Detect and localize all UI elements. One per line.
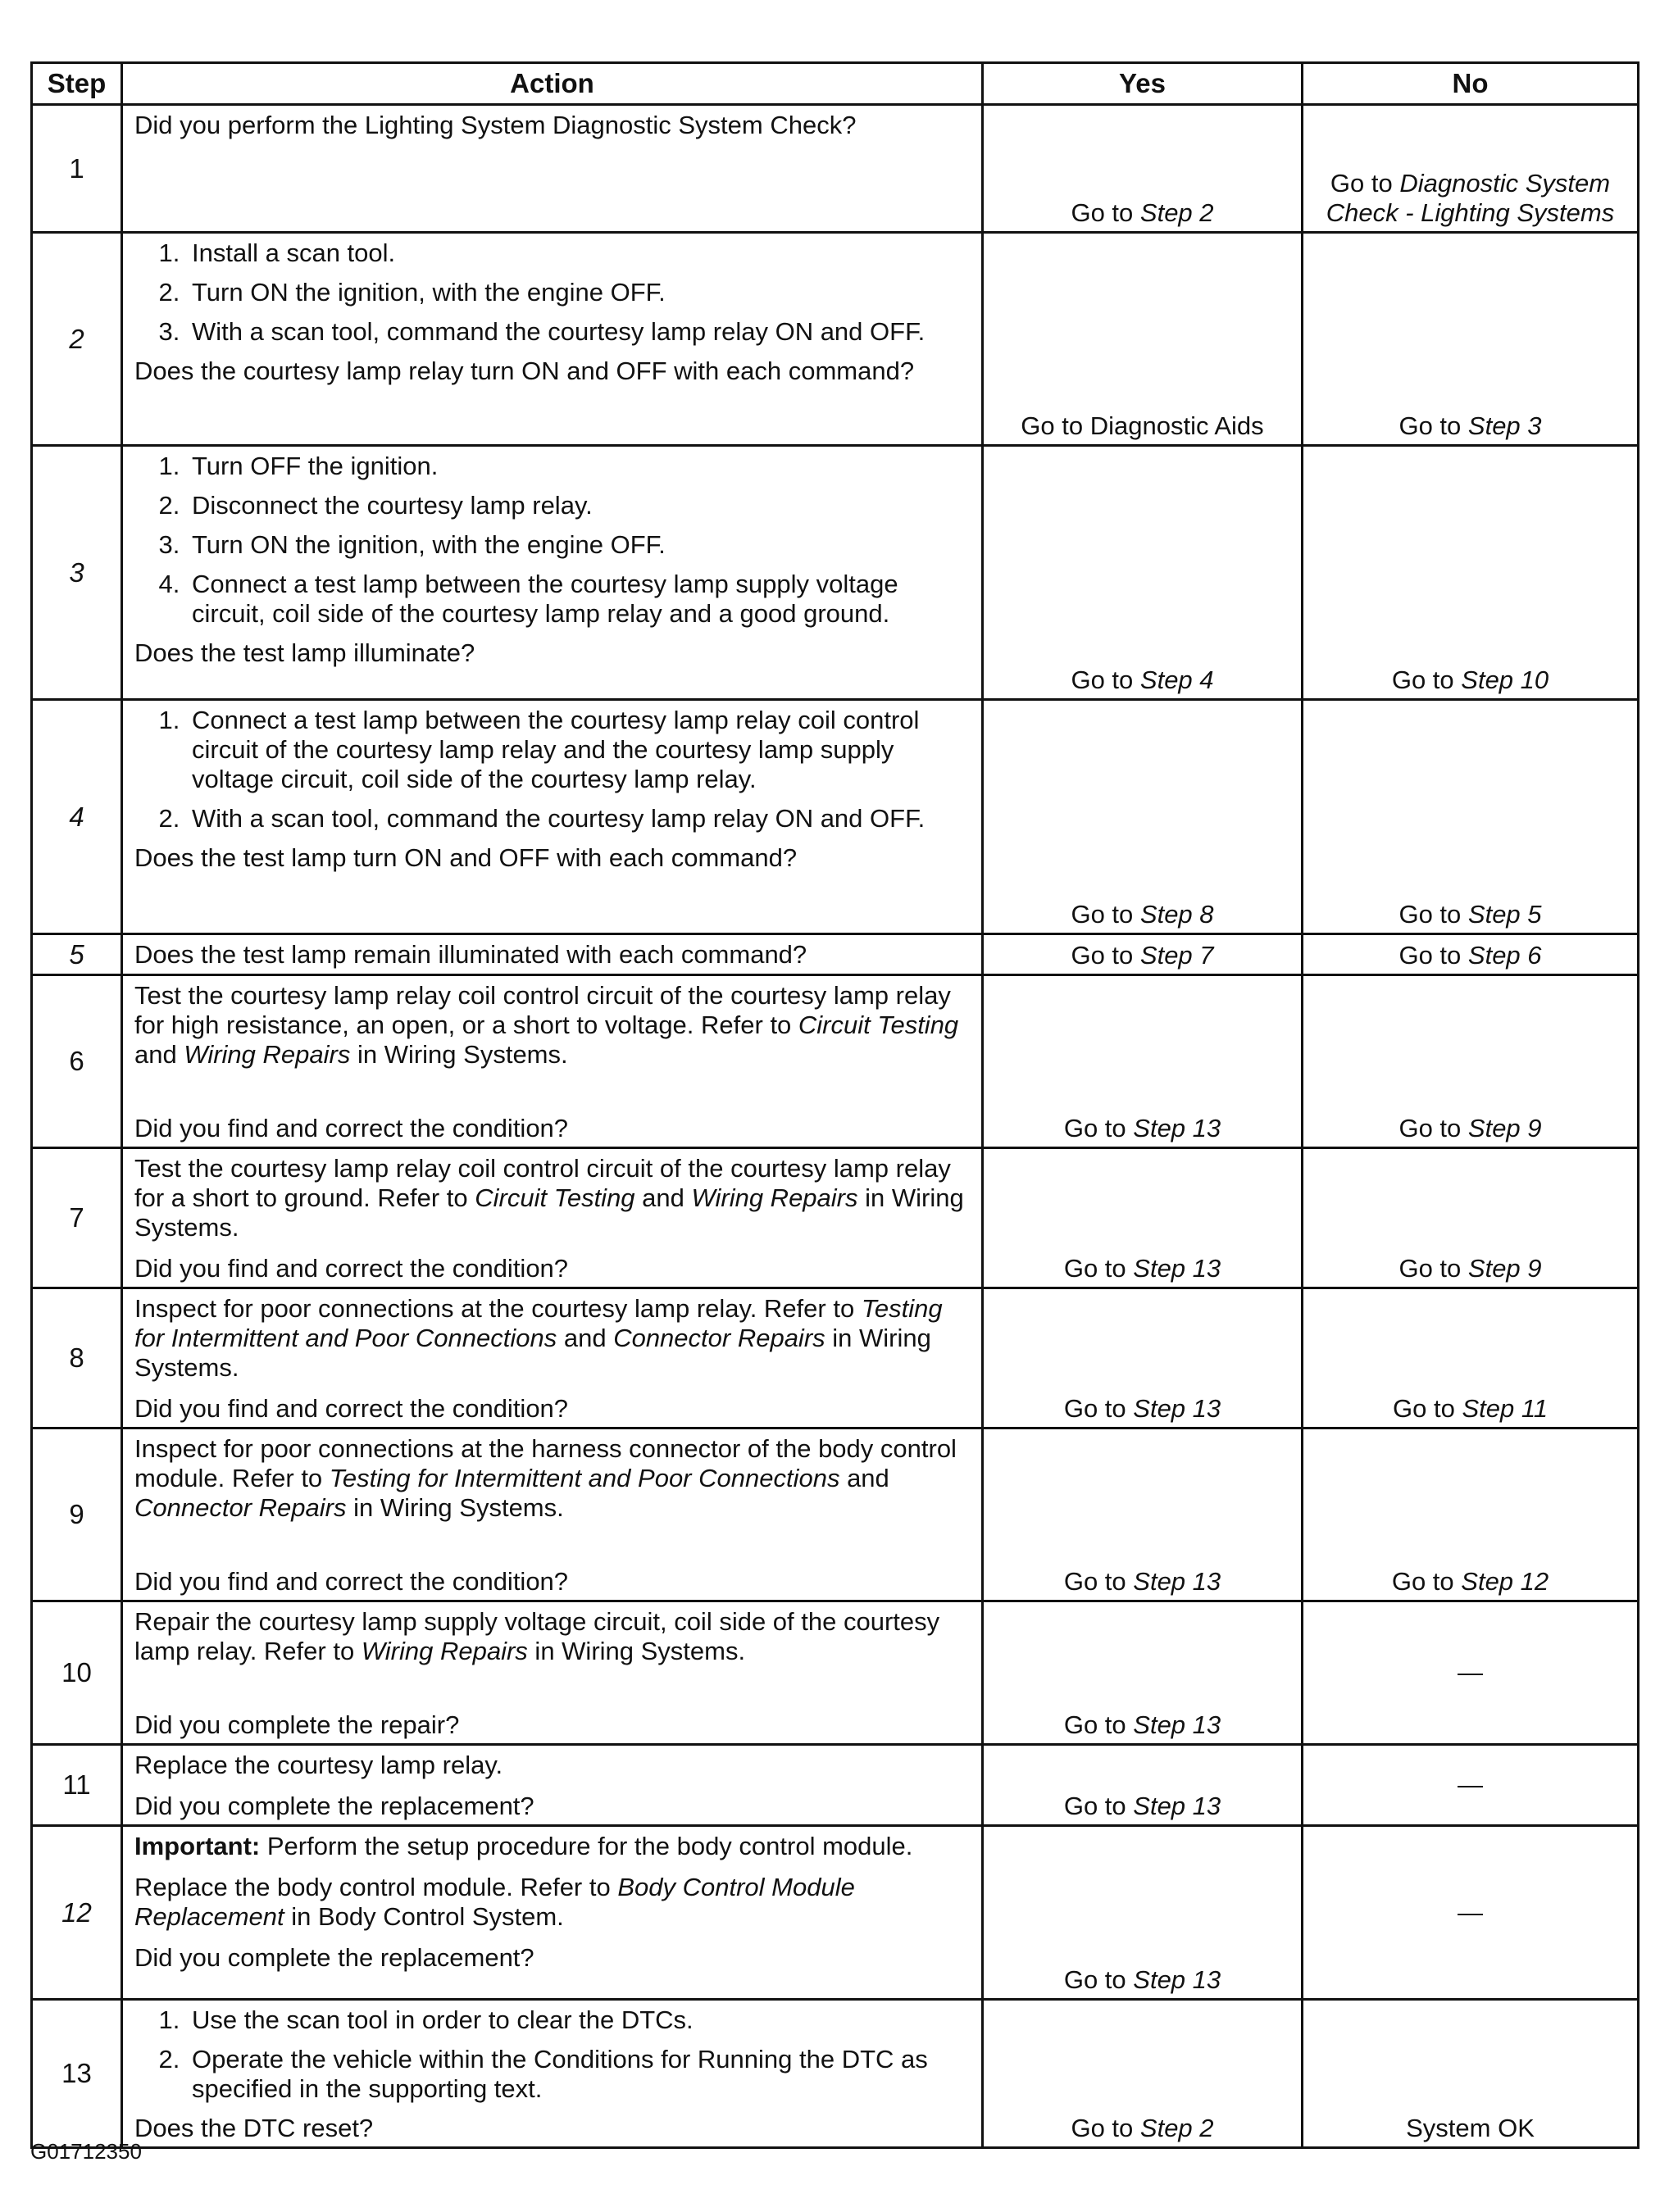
doc-link[interactable]: Circuit Testing <box>475 1183 635 1212</box>
question: Did you find and correct the condition? <box>134 1114 569 1142</box>
step-link[interactable]: Step 13 <box>1133 1567 1221 1596</box>
action-cell <box>122 1428 983 1601</box>
no-cell: Go to Step 11 <box>1303 1288 1639 1428</box>
step-link[interactable]: Step 13 <box>1133 1710 1221 1739</box>
step-link[interactable]: Step 13 <box>1133 1965 1221 1994</box>
table-row <box>32 934 1639 975</box>
yes-cell: Go to Step 13 <box>983 1428 1303 1601</box>
doc-link[interactable]: Connector Repairs <box>134 1493 347 1522</box>
action-cell <box>122 1826 983 2000</box>
list-item: 3. Turn ON the ignition, with the engine OFF. <box>187 530 970 560</box>
list-item: 2. With a scan tool, command the courtesy lamp relay ON and OFF. <box>187 804 970 833</box>
yes-cell: Go to Step 2 <box>983 2000 1303 2148</box>
instruction-text: Test the courtesy lamp relay coil control circuit of the courtesy lamp relay for high resistance, an open, or a short to voltage. Refer to Circuit Testing and Wiring Repairs in Wiring Systems. <box>134 981 959 1069</box>
step-number: 8 <box>32 1288 122 1428</box>
step-link[interactable]: Step 5 <box>1467 900 1542 929</box>
table-row <box>32 1826 1639 2000</box>
yes-cell: Go to Step 7 <box>983 934 1303 975</box>
step-link[interactable]: Step 13 <box>1133 1792 1221 1820</box>
step-link[interactable]: Step 6 <box>1467 941 1542 970</box>
table-row <box>32 105 1639 233</box>
question: Did you find and correct the condition? <box>134 1254 569 1283</box>
list-item: 2. Turn ON the ignition, with the engine OFF. <box>187 278 970 307</box>
no-cell: Go to Step 10 <box>1303 446 1639 700</box>
yes-cell: Go to Step 2 <box>983 105 1303 233</box>
action-cell <box>122 105 983 233</box>
step-link[interactable]: Step 7 <box>1139 941 1214 970</box>
table-row <box>32 1601 1639 1745</box>
step-link[interactable]: Step 4 <box>1139 665 1214 694</box>
question: Does the test lamp remain illuminated with each command? <box>134 940 807 969</box>
step-number: 9 <box>32 1428 122 1601</box>
doc-link[interactable]: Testing for Intermittent and Poor Connections <box>329 1464 840 1492</box>
list-item: 3. With a scan tool, command the courtesy lamp relay ON and OFF. <box>187 317 970 347</box>
instruction-list <box>134 706 970 833</box>
no-cell: — <box>1303 1601 1639 1745</box>
step-link[interactable]: Step 2 <box>1139 2114 1214 2142</box>
list-item: 1. Use the scan tool in order to clear the DTCs. <box>187 2005 970 2035</box>
step-link[interactable]: Step 2 <box>1139 198 1214 227</box>
action-cell <box>122 934 983 975</box>
step-link[interactable]: Step 11 <box>1462 1394 1549 1423</box>
table-row <box>32 700 1639 934</box>
list-item: 2. Operate the vehicle within the Conditions for Running the DTC as specified in the supporting text. <box>187 2045 970 2104</box>
table-row <box>32 2000 1639 2148</box>
doc-link[interactable]: Wiring Repairs <box>361 1637 528 1665</box>
table-row <box>32 1745 1639 1826</box>
instruction-text: Test the courtesy lamp relay coil control circuit of the courtesy lamp relay for a short to ground. Refer to Circuit Testing and Wiring Repairs in Wiring Systems. <box>134 1154 964 1242</box>
header-action: Action <box>122 63 983 105</box>
no-cell: Go to Step 6 <box>1303 934 1639 975</box>
list-item: 2. Disconnect the courtesy lamp relay. <box>187 491 970 520</box>
action-cell <box>122 233 983 446</box>
list-item: 1. Turn OFF the ignition. <box>187 452 970 481</box>
question: Did you perform the Lighting System Diagnostic System Check? <box>134 111 857 139</box>
action-cell <box>122 975 983 1148</box>
table-row <box>32 233 1639 446</box>
question: Did you complete the replacement? <box>134 1792 534 1820</box>
doc-link[interactable]: Connector Repairs <box>613 1324 825 1352</box>
figure-code: G01712350 <box>30 2139 142 2164</box>
step-link[interactable]: Step 12 <box>1461 1567 1549 1596</box>
header-no: No <box>1303 63 1639 105</box>
yes-cell: Go to Step 13 <box>983 1745 1303 1826</box>
no-cell: Go to Step 5 <box>1303 700 1639 934</box>
step-link[interactable]: Step 10 <box>1461 665 1549 694</box>
step-number: 10 <box>32 1601 122 1745</box>
doc-link[interactable]: Testing for Intermittent and Poor Connections <box>134 1294 943 1352</box>
step-number: 5 <box>32 934 122 975</box>
yes-cell: Go to Step 13 <box>983 975 1303 1148</box>
no-cell: Go to Step 3 <box>1303 233 1639 446</box>
doc-link[interactable]: Diagnostic System Check - Lighting Systems <box>1326 169 1615 227</box>
table-row <box>32 1428 1639 1601</box>
question: Did you find and correct the condition? <box>134 1394 569 1423</box>
yes-cell <box>983 233 1303 446</box>
instruction-text: Inspect for poor connections at the harness connector of the body control module. Refer to Testing for Intermittent and Poor Connections and Connector Repairs in Wiring Systems. <box>134 1434 957 1522</box>
table-row <box>32 446 1639 700</box>
yes-cell: Go to Step 13 <box>983 1601 1303 1745</box>
diagnostic-table <box>30 61 1640 2149</box>
instruction-text: Repair the courtesy lamp supply voltage circuit, coil side of the courtesy lamp relay. Refer to Wiring Repairs in Wiring Systems. <box>134 1607 940 1665</box>
step-number: 12 <box>32 1826 122 2000</box>
question: Did you find and correct the condition? <box>134 1567 569 1596</box>
list-item: 1. Connect a test lamp between the courtesy lamp relay coil control circuit of the courtesy lamp relay and the courtesy lamp supply voltage circuit, coil side of the courtesy lamp relay. <box>187 706 970 794</box>
step-link[interactable]: Go to Diagnostic Aids <box>1021 411 1264 440</box>
table-row <box>32 1288 1639 1428</box>
yes-cell: Go to Step 13 <box>983 1288 1303 1428</box>
question: Did you complete the repair? <box>134 1710 460 1739</box>
list-item: 4. Connect a test lamp between the courtesy lamp supply voltage circuit, coil side of the courtesy lamp relay and a good ground. <box>187 570 970 629</box>
important-label: Important: <box>134 1832 261 1860</box>
instruction-list <box>134 2005 970 2104</box>
no-cell: — <box>1303 1745 1639 1826</box>
doc-link[interactable]: Circuit Testing <box>798 1011 959 1039</box>
question: Does the courtesy lamp relay turn ON and OFF with each command? <box>134 357 915 385</box>
doc-link[interactable]: Wiring Repairs <box>184 1040 351 1069</box>
step-number: 2 <box>32 233 122 446</box>
list-item: 1. Install a scan tool. <box>187 238 970 268</box>
action-cell <box>122 1148 983 1288</box>
action-cell <box>122 700 983 934</box>
instruction-text: Replace the courtesy lamp relay. <box>134 1751 503 1779</box>
instruction-list <box>134 452 970 629</box>
no-cell: Go to Step 9 <box>1303 975 1639 1148</box>
no-cell: System OK <box>1303 2000 1639 2148</box>
step-number: 11 <box>32 1745 122 1826</box>
step-link[interactable]: Step 3 <box>1467 411 1542 440</box>
instruction-text: Replace the body control module. Refer to Body Control Module Replacement in Body Control System. <box>134 1873 855 1931</box>
yes-cell: Go to Step 13 <box>983 1826 1303 2000</box>
yes-cell: Go to Step 8 <box>983 700 1303 934</box>
step-link[interactable]: Step 13 <box>1133 1114 1221 1142</box>
instruction-text: Inspect for poor connections at the courtesy lamp relay. Refer to Testing for Intermittent and Poor Connections and Connector Repairs in Wiring Systems. <box>134 1294 943 1382</box>
action-cell <box>122 2000 983 2148</box>
step-link[interactable]: Step 13 <box>1133 1394 1221 1423</box>
question: Did you complete the replacement? <box>134 1943 534 1972</box>
step-number: 4 <box>32 700 122 934</box>
no-cell: Go to Step 12 <box>1303 1428 1639 1601</box>
table-row <box>32 1148 1639 1288</box>
table-row <box>32 975 1639 1148</box>
action-cell <box>122 446 983 700</box>
action-cell <box>122 1745 983 1826</box>
step-number: 7 <box>32 1148 122 1288</box>
step-link[interactable]: Step 9 <box>1467 1254 1542 1283</box>
doc-link[interactable]: Body Control Module Replacement <box>134 1873 855 1931</box>
step-link[interactable]: Step 9 <box>1467 1114 1542 1142</box>
instruction-list <box>134 238 970 347</box>
header-yes: Yes <box>983 63 1303 105</box>
no-cell: — <box>1303 1826 1639 2000</box>
question: Does the test lamp illuminate? <box>134 638 475 667</box>
header-step: Step <box>32 63 122 105</box>
step-link[interactable]: Step 8 <box>1139 900 1214 929</box>
no-cell: Go to Step 9 <box>1303 1148 1639 1288</box>
no-cell: Go to Diagnostic System Check - Lighting Systems <box>1303 105 1639 233</box>
header-row <box>32 63 1639 105</box>
yes-cell: Go to Step 4 <box>983 446 1303 700</box>
question: Does the test lamp turn ON and OFF with each command? <box>134 843 798 872</box>
important-note: Important: Perform the setup procedure for the body control module. <box>134 1832 913 1860</box>
question: Does the DTC reset? <box>134 2114 374 2142</box>
doc-link[interactable]: Wiring Repairs <box>691 1183 858 1212</box>
action-cell <box>122 1601 983 1745</box>
action-cell <box>122 1288 983 1428</box>
step-number: 6 <box>32 975 122 1148</box>
step-number: 3 <box>32 446 122 700</box>
step-link[interactable]: Step 13 <box>1133 1254 1221 1283</box>
step-number: 13 <box>32 2000 122 2148</box>
step-number: 1 <box>32 105 122 233</box>
yes-cell: Go to Step 13 <box>983 1148 1303 1288</box>
